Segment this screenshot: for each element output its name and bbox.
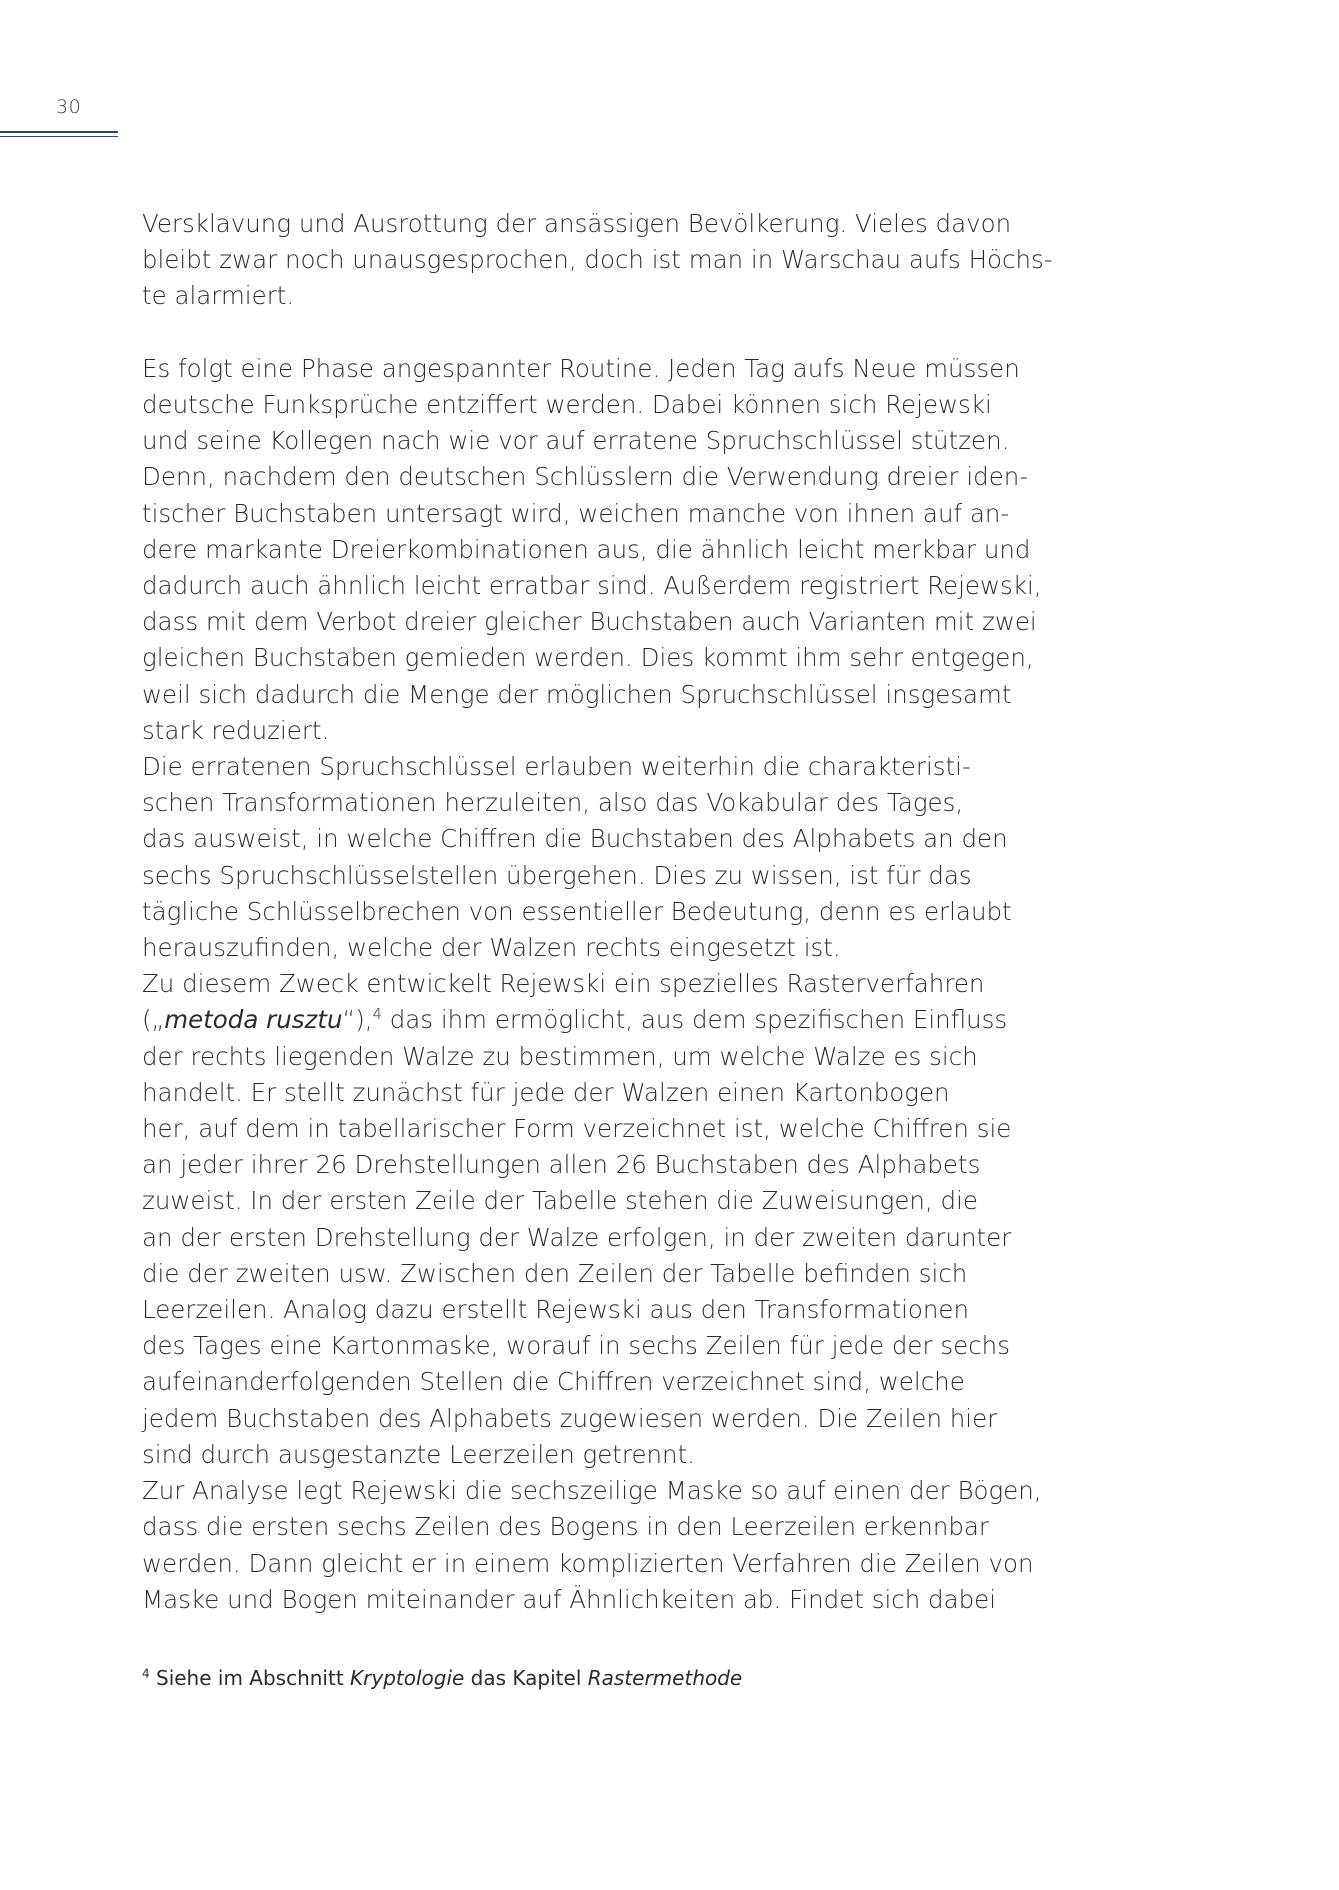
text-line: Die erratenen Spruchschlüssel erlauben weiterhin die charakteristi- (142, 752, 971, 782)
text-line: an jeder ihrer 26 Drehstellungen allen 26 Buchstaben des Alphabets (142, 1150, 981, 1180)
footnote-italic-section: Kryptologie (350, 1666, 465, 1690)
footnote-reference[interactable]: 4 (372, 1006, 382, 1024)
line-rest: das ihm ermöglicht, aus dem spezifischen Einfluss (381, 1005, 1008, 1035)
text-line: an der ersten Drehstellung der Walze erfolgen, in der zweiten darunter (142, 1222, 1012, 1252)
text-line: sind durch ausgestanzte Leerzeilen getrennt. (142, 1439, 695, 1469)
footnote-italic-chapter: Rastermethode (587, 1666, 743, 1690)
text-line: Maske und Bogen miteinander auf Ähnlichkeiten ab. Findet sich dabei (142, 1584, 997, 1614)
quote-close: “), (342, 1005, 373, 1035)
text-line: jedem Buchstaben des Alphabets zugewiesen werden. Die Zeilen hier (142, 1403, 998, 1433)
text-line: tischer Buchstaben untersagt wird, weichen manche von ihnen auf an- (142, 498, 1010, 528)
text-line: das ausweist, in welche Chiffren die Buchstaben des Alphabets an den (142, 824, 1008, 854)
text-line: schen Transformationen herzuleiten, also das Vokabular des Tages, (142, 788, 964, 818)
text-line: handelt. Er stellt zunächst für jede der Walzen einen Kartonbogen (142, 1077, 950, 1107)
text-line: aufeinanderfolgenden Stellen die Chiffren verzeichnet sind, welche (142, 1367, 965, 1397)
page-number: 30 (56, 96, 82, 118)
text-line: deutsche Funksprüche entziffert werden. Dabei können sich Rejewski (142, 390, 992, 419)
text-line: dadurch auch ähnlich leicht erratbar sind. Außerdem registriert Rejewski, (142, 571, 1042, 601)
text-line: Zur Analyse legt Rejewski die sechszeilige Maske so auf einen der Bögen, (142, 1476, 1042, 1506)
quote-open: („ (142, 1005, 165, 1035)
footnote-marker: 4 (142, 1666, 150, 1681)
text-line: her, auf dem in tabellarischer Form verzeichnet ist, welche Chiffren sie (142, 1114, 1012, 1144)
text-line: te alarmiert. (142, 281, 295, 311)
text-line: sechs Spruchschlüsselstellen übergehen. Dies zu wissen, ist für das (142, 860, 972, 890)
footnote-middle: das Kapitel (464, 1666, 588, 1690)
text-line: Zu diesem Zweck entwickelt Rejewski ein spezielles Rasterverfahren (142, 969, 985, 999)
text-line: Versklavung und Ausrottung der ansässigen Bevölkerung. Vieles davon (142, 209, 1012, 238)
text-line: des Tages eine Kartonmaske, worauf in sechs Zeilen für jede der sechs (142, 1331, 1010, 1361)
text-line-with-footnote (142, 1002, 1042, 1038)
text-line: der rechts liegenden Walze zu bestimmen, um welche Walze es sich (142, 1041, 978, 1071)
text-line: werden. Dann gleicht er in einem komplizierten Verfahren die Zeilen von (142, 1548, 1034, 1578)
text-line: tägliche Schlüsselbrechen von essentieller Bedeutung, denn es erlaubt (142, 896, 1012, 926)
text-line: die der zweiten usw. Zwischen den Zeilen der Tabelle befinden sich (142, 1258, 968, 1288)
text-line: Leerzeilen. Analog dazu erstellt Rejewski aus den Transformationen (142, 1295, 969, 1325)
text-line: dere markante Dreierkombinationen aus, die ähnlich leicht merkbar und (142, 534, 1031, 564)
footnote-prefix: Siehe im Abschnitt (149, 1666, 351, 1690)
header-rule-thin (0, 136, 118, 137)
header-rule-thick (0, 131, 118, 133)
text-line: weil sich dadurch die Menge der möglichen Spruchschlüssel insgesamt (142, 679, 1012, 709)
text-line: und seine Kollegen nach wie vor auf erratene Spruchschlüssel stützen. (142, 426, 1010, 456)
text-line: zuweist. In der ersten Zeile der Tabelle stehen die Zuweisungen, die (142, 1186, 978, 1216)
text-line: bleibt zwar noch unausgesprochen, doch ist man in Warschau aufs Höchs- (142, 245, 1053, 275)
text-line: dass die ersten sechs Zeilen des Bogens in den Leerzeilen erkennbar (142, 1512, 989, 1542)
text-line: dass mit dem Verbot dreier gleicher Buchstaben auch Varianten mit zwei (142, 607, 1037, 637)
paragraph-gap (142, 315, 1042, 351)
text-line: herauszufinden, welche der Walzen rechts eingesetzt ist. (142, 933, 841, 963)
text-line: stark reduziert. (142, 715, 330, 745)
text-line: gleichen Buchstaben gemieden werden. Dies kommt ihm sehr entgegen, (142, 643, 1034, 673)
footnote (142, 1664, 742, 1692)
body-text (142, 206, 1053, 1618)
text-line: Denn, nachdem den deutschen Schlüsslern die Verwendung dreier iden- (142, 462, 1029, 492)
italic-term: metoda rusztu (164, 1005, 343, 1035)
text-line: Es folgt eine Phase angespannter Routine. Jeden Tag aufs Neue müssen (142, 353, 1020, 383)
